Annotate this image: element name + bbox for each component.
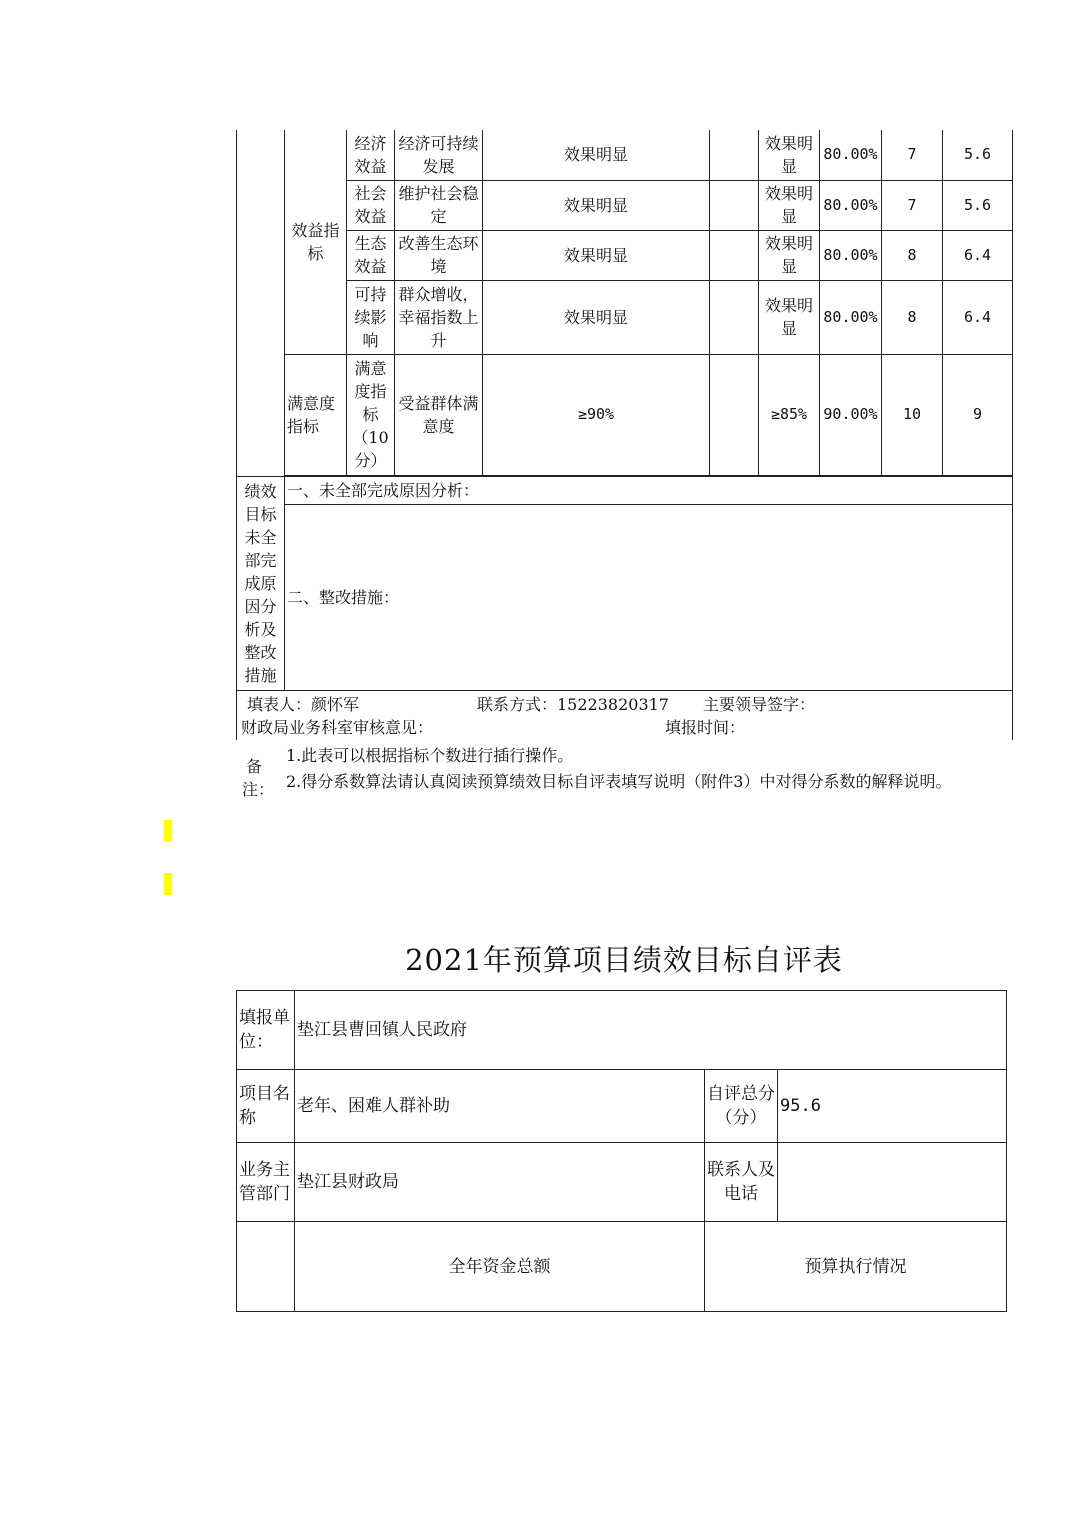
weight: 7: [882, 130, 943, 180]
actual-value: 效果明显: [759, 280, 820, 354]
score: 6.4: [943, 280, 1013, 354]
target-value: ≥90%: [483, 354, 710, 475]
indicator-name: 受益群体满意度: [395, 354, 483, 475]
project-value: 老年、困难人群补助: [295, 1070, 705, 1143]
sub-indicator: 社会效益: [347, 180, 395, 230]
highlight-mark: [164, 873, 172, 895]
sub-indicator: 经济效益: [347, 130, 395, 180]
benefit-label: 效益指标: [285, 130, 347, 354]
table-row: [237, 180, 1013, 230]
leader-signature: 主要领导签字：: [703, 694, 816, 714]
unit-value: 垫江县曹回镇人民政府: [295, 991, 1007, 1070]
target-value: 效果明显: [483, 280, 710, 354]
contact-label: 联系人及电话: [705, 1143, 778, 1222]
target-value: 效果明显: [483, 130, 710, 180]
actual-value: 效果明显: [759, 230, 820, 280]
table-row: [237, 991, 1007, 1070]
table-row: [237, 690, 1013, 740]
completion-rate: 80.00%: [820, 280, 882, 354]
indicator-name: 维护社会稳定: [395, 180, 483, 230]
score: 9: [943, 354, 1013, 475]
target-value: 效果明显: [483, 230, 710, 280]
analysis-line-1: 一、未全部完成原因分析：: [285, 476, 1013, 504]
dept-label: 业务主管部门: [237, 1143, 295, 1222]
score-label: 自评总分（分）: [705, 1070, 778, 1143]
blank-cell: [710, 130, 759, 180]
notes-line-1: 1.此表可以根据指标个数进行插行操作。: [286, 746, 574, 765]
table-row: [237, 354, 1013, 475]
indicator-name: 群众增收，幸福指数上升: [395, 280, 483, 354]
completion-rate: 90.00%: [820, 354, 882, 475]
contact-value: [778, 1143, 1007, 1222]
weight: 8: [882, 280, 943, 354]
fill-time: 填报时间：: [665, 717, 746, 737]
indicator-table: [236, 130, 1013, 740]
table-row: [237, 1070, 1007, 1143]
contact: 联系方式：15223820317: [477, 694, 669, 714]
score: 6.4: [943, 230, 1013, 280]
blank-cell: [710, 230, 759, 280]
blank-cell: [237, 1222, 295, 1312]
sub-indicator: 满意度指标（10分）: [347, 354, 395, 475]
sub-indicator: 可持续影响: [347, 280, 395, 354]
fund-label: 全年资金总额: [295, 1222, 705, 1312]
score: 5.6: [943, 130, 1013, 180]
completion-rate: 80.00%: [820, 130, 882, 180]
table-row: [237, 476, 1013, 504]
unit-label: 填报单位：: [237, 991, 295, 1070]
table-row: [237, 130, 1013, 180]
satisfaction-label: 满意度指标: [285, 354, 347, 475]
table-row: [237, 280, 1013, 354]
actual-value: ≥85%: [759, 354, 820, 475]
signature-block: [237, 690, 1013, 740]
weight: 10: [882, 354, 943, 475]
analysis-line-2: 二、整改措施：: [285, 504, 1013, 690]
actual-value: 效果明显: [759, 130, 820, 180]
highlight-mark: [164, 820, 172, 842]
notes-label: 备注：: [242, 757, 275, 799]
actual-value: 效果明显: [759, 180, 820, 230]
blank-cell: [710, 280, 759, 354]
notes-line-2: 2.得分系数算法请认真阅读预算绩效目标自评表填写说明（附件3）中对得分系数的解释说明。: [286, 772, 952, 791]
table-row: [237, 504, 1013, 690]
weight: 7: [882, 180, 943, 230]
weight: 8: [882, 230, 943, 280]
completion-rate: 80.00%: [820, 230, 882, 280]
table-row: [237, 1222, 1007, 1312]
project-label: 项目名称: [237, 1070, 295, 1143]
table-row: [237, 1143, 1007, 1222]
project-form-table: [236, 990, 1007, 1312]
filler: 填表人：颜怀军: [247, 694, 360, 714]
completion-rate: 80.00%: [820, 180, 882, 230]
table-row: [237, 230, 1013, 280]
indicator-name: 改善生态环境: [395, 230, 483, 280]
form-title: 2021年预算项目绩效目标自评表: [405, 943, 843, 977]
target-value: 效果明显: [483, 180, 710, 230]
analysis-label: 绩效目标未全部完成原因分析及整改措施: [237, 476, 285, 690]
dept-value: 垫江县财政局: [295, 1143, 705, 1222]
review-opinion: 财政局业务科室审核意见：: [241, 717, 434, 737]
indicator-name: 经济可持续发展: [395, 130, 483, 180]
blank-cell: [710, 180, 759, 230]
score-value: 95.6: [778, 1070, 1007, 1143]
blank-cell: [710, 354, 759, 475]
score: 5.6: [943, 180, 1013, 230]
sub-indicator: 生态效益: [347, 230, 395, 280]
exec-label: 预算执行情况: [705, 1222, 1007, 1312]
category-cell-empty: [237, 130, 285, 476]
